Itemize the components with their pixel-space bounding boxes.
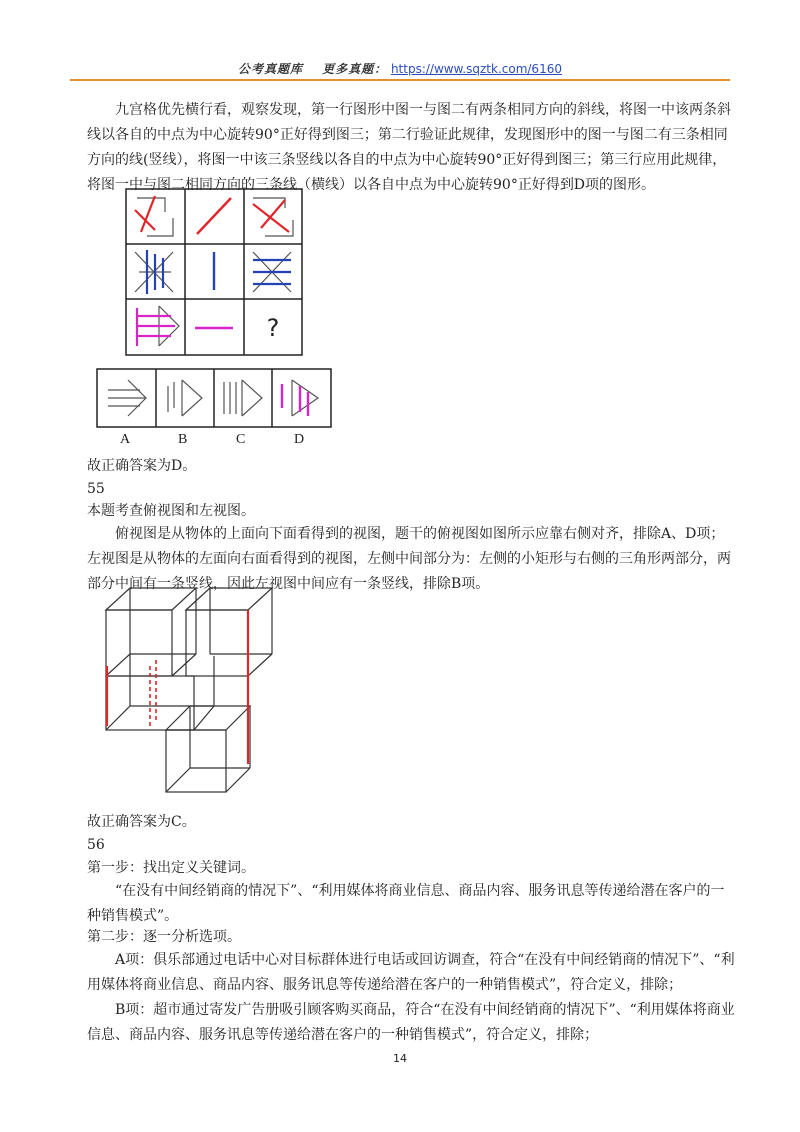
page-number: 14 — [393, 1052, 407, 1065]
intro-55: 本题考查俯视图和左视图。 — [87, 503, 255, 519]
page-header — [70, 60, 730, 78]
option-label-c: C — [236, 432, 246, 447]
explanation-55: 俯视图是从物体的上面向下面看得到的视图，题干的俯视图如图所示应靠右侧对齐，排除A、D项；左视图是从物体的左面向右面看得到的视图，左侧中间部分为：左侧的小矩形与右侧的三角形两部分，两部分中间有一条竖线，因此左视图中间应有一条竖线，排除B项。 — [87, 526, 731, 592]
step-1: 第一步：找出定义关键词。 — [87, 860, 255, 876]
header-brand: 公考真题库 — [238, 62, 304, 76]
option-label-d: D — [294, 432, 305, 447]
cube-figure — [104, 586, 276, 794]
nine-grid-figure — [125, 188, 303, 356]
option-b-analysis: B项：超市通过寄发广告册吸引顾客购买商品，符合“在没有中间经销商的情况下”、“利用媒体将商业信息、商品内容、服务讯息等传递给潜在客户的一种销售模式”，符合定义，排除； — [87, 1002, 735, 1043]
header-url-link[interactable]: https://www.sqztk.com/6160 — [390, 62, 562, 76]
definition-keywords: “在没有中间经销商的情况下”、“利用媒体将商业信息、商品内容、服务讯息等传递给潜在客户的一种销售模式”。 — [87, 883, 725, 924]
answer-55: 故正确答案为C。 — [87, 814, 196, 830]
answer-54: 故正确答案为D。 — [87, 458, 197, 474]
option-a-analysis: A项：俱乐部通过电话中心对目标群体进行电话或回访调查，符合“在没有中间经销商的情况下”、“利用媒体将商业信息、商品内容、服务讯息等传递给潜在客户的一种销售模式”，符合定义，排除； — [87, 952, 735, 993]
step-2: 第二步：逐一分析选项。 — [87, 929, 241, 945]
header-rule — [70, 79, 730, 81]
option-label-a: A — [120, 432, 131, 447]
question-number-56: 56 — [87, 837, 105, 853]
option-label-b: B — [178, 432, 188, 447]
question-mark: ? — [266, 314, 280, 342]
header-more-label: 更多真题： — [322, 62, 388, 76]
options-figure — [96, 368, 332, 430]
explanation-54: 九宫格优先横行看，观察发现，第一行图形中图一与图二有两条相同方向的斜线，将图一中该两条斜线以各自的中点为中心旋转90°正好得到图三；第二行验证此规律，发现图形中的图一与图二有三条相同方向的线(竖线），将图一中该三条竖线以各自的中点为中心旋转90°正好得到图三；第三行应用此规律，将图一中与图二相同方向的三条线（横线）以各自中点为中心旋转90°正好得到D项的图形。 — [87, 102, 731, 193]
question-number-55: 55 — [87, 481, 105, 497]
